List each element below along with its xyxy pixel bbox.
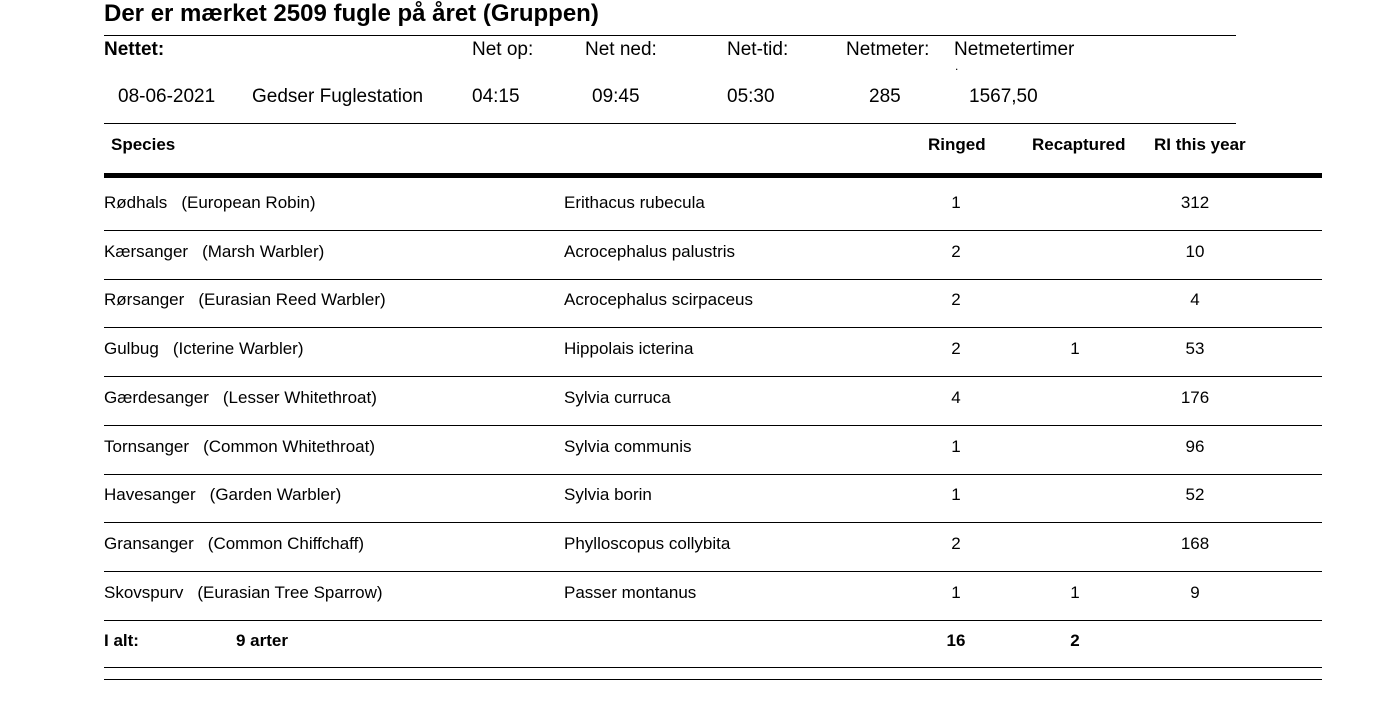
species-latin-name: Acrocephalus scirpaceus bbox=[564, 290, 753, 309]
page-title: Der er mærket 2509 fugle på året (Gruppen) bbox=[104, 0, 599, 27]
row-divider bbox=[104, 474, 1322, 475]
row-divider bbox=[104, 230, 1322, 231]
ringed-count: 2 bbox=[951, 242, 961, 261]
species-english-name: (Eurasian Tree Sparrow) bbox=[197, 583, 383, 602]
species-latin-name: Acrocephalus palustris bbox=[564, 242, 736, 261]
col-species: Species bbox=[111, 135, 176, 154]
net-tid-label: Net-tid: bbox=[727, 39, 789, 60]
species-english-name: (European Robin) bbox=[181, 193, 316, 212]
total-species-count: 9 arter bbox=[236, 631, 288, 650]
species-english-name: (Icterine Warbler) bbox=[172, 339, 304, 358]
col-ringed: Ringed bbox=[928, 135, 986, 154]
ringed-count: 4 bbox=[951, 388, 961, 407]
ringed-count: 1 bbox=[951, 437, 961, 456]
row-divider bbox=[104, 279, 1322, 280]
total-ringed: 16 bbox=[946, 631, 966, 650]
netmetertimer-label: Netmetertimer bbox=[954, 39, 1075, 60]
net-op-value: 04:15 bbox=[472, 86, 520, 107]
species-latin-name: Passer montanus bbox=[564, 583, 697, 602]
species-latin-name: Sylvia curruca bbox=[564, 388, 671, 407]
header-bottom-divider bbox=[104, 123, 1236, 124]
header-top-divider bbox=[104, 35, 1236, 36]
netmeter-label: Netmeter: bbox=[846, 39, 930, 60]
row-divider bbox=[104, 425, 1322, 426]
report-end-rule bbox=[104, 679, 1322, 680]
species-danish-name: Rørsanger bbox=[104, 290, 185, 309]
species-danish-name: Gulbug bbox=[104, 339, 159, 358]
net-op-label: Net op: bbox=[472, 39, 534, 60]
date-value: 08-06-2021 bbox=[118, 86, 216, 107]
netmetertimer-value: 1567,50 bbox=[969, 86, 1038, 107]
species-english-name: (Common Whitethroat) bbox=[203, 437, 375, 456]
ri-this-year-count: 4 bbox=[1190, 290, 1200, 309]
row-divider bbox=[104, 620, 1322, 621]
table-header-rule bbox=[104, 173, 1322, 178]
nettet-label: Nettet: bbox=[104, 39, 165, 60]
net-tid-value: 05:30 bbox=[727, 86, 775, 107]
ri-this-year-count: 10 bbox=[1185, 242, 1205, 261]
species-latin-name: Hippolais icterina bbox=[564, 339, 694, 358]
species-danish-name: Tornsanger bbox=[104, 437, 190, 456]
species-danish-name: Kærsanger bbox=[104, 242, 189, 261]
species-latin-name: Sylvia borin bbox=[564, 485, 652, 504]
netmetertimer-dot: . bbox=[955, 59, 959, 73]
species-danish-name: Gærdesanger bbox=[104, 388, 209, 407]
ri-this-year-count: 176 bbox=[1180, 388, 1210, 407]
ri-this-year-count: 9 bbox=[1190, 583, 1200, 602]
ri-this-year-count: 96 bbox=[1185, 437, 1205, 456]
recaptured-count: 1 bbox=[1070, 583, 1080, 602]
species-english-name: (Garden Warbler) bbox=[209, 485, 342, 504]
recaptured-count: 1 bbox=[1070, 339, 1080, 358]
total-recaptured: 2 bbox=[1070, 631, 1080, 650]
ringed-count: 1 bbox=[951, 485, 961, 504]
row-divider bbox=[104, 522, 1322, 523]
ringed-count: 2 bbox=[951, 534, 961, 553]
species-english-name: (Lesser Whitethroat) bbox=[222, 388, 377, 407]
ri-this-year-count: 53 bbox=[1185, 339, 1205, 358]
ri-this-year-count: 168 bbox=[1180, 534, 1210, 553]
ri-this-year-count: 312 bbox=[1180, 193, 1210, 212]
species-english-name: (Eurasian Reed Warbler) bbox=[198, 290, 386, 309]
species-danish-name: Rødhals bbox=[104, 193, 168, 212]
row-divider bbox=[104, 571, 1322, 572]
row-divider bbox=[104, 376, 1322, 377]
ringed-count: 2 bbox=[951, 290, 961, 309]
ringed-count: 1 bbox=[951, 583, 961, 602]
species-english-name: (Common Chiffchaff) bbox=[207, 534, 364, 553]
netmeter-value: 285 bbox=[869, 86, 901, 107]
col-ri-this-year: RI this year bbox=[1154, 135, 1246, 154]
species-danish-name: Gransanger bbox=[104, 534, 194, 553]
species-latin-name: Erithacus rubecula bbox=[564, 193, 705, 212]
species-latin-name: Sylvia communis bbox=[564, 437, 692, 456]
station-value: Gedser Fuglestation bbox=[252, 86, 424, 107]
row-divider bbox=[104, 327, 1322, 328]
col-recaptured: Recaptured bbox=[1032, 135, 1126, 154]
total-label: I alt: bbox=[104, 631, 139, 650]
species-english-name: (Marsh Warbler) bbox=[202, 242, 325, 261]
net-ned-value: 09:45 bbox=[592, 86, 640, 107]
ringed-count: 1 bbox=[951, 193, 961, 212]
species-danish-name: Havesanger bbox=[104, 485, 196, 504]
species-latin-name: Phylloscopus collybita bbox=[564, 534, 731, 553]
species-danish-name: Skovspurv bbox=[104, 583, 184, 602]
net-ned-label: Net ned: bbox=[585, 39, 657, 60]
ringed-count: 2 bbox=[951, 339, 961, 358]
ri-this-year-count: 52 bbox=[1185, 485, 1205, 504]
totals-bottom-rule bbox=[104, 667, 1322, 668]
